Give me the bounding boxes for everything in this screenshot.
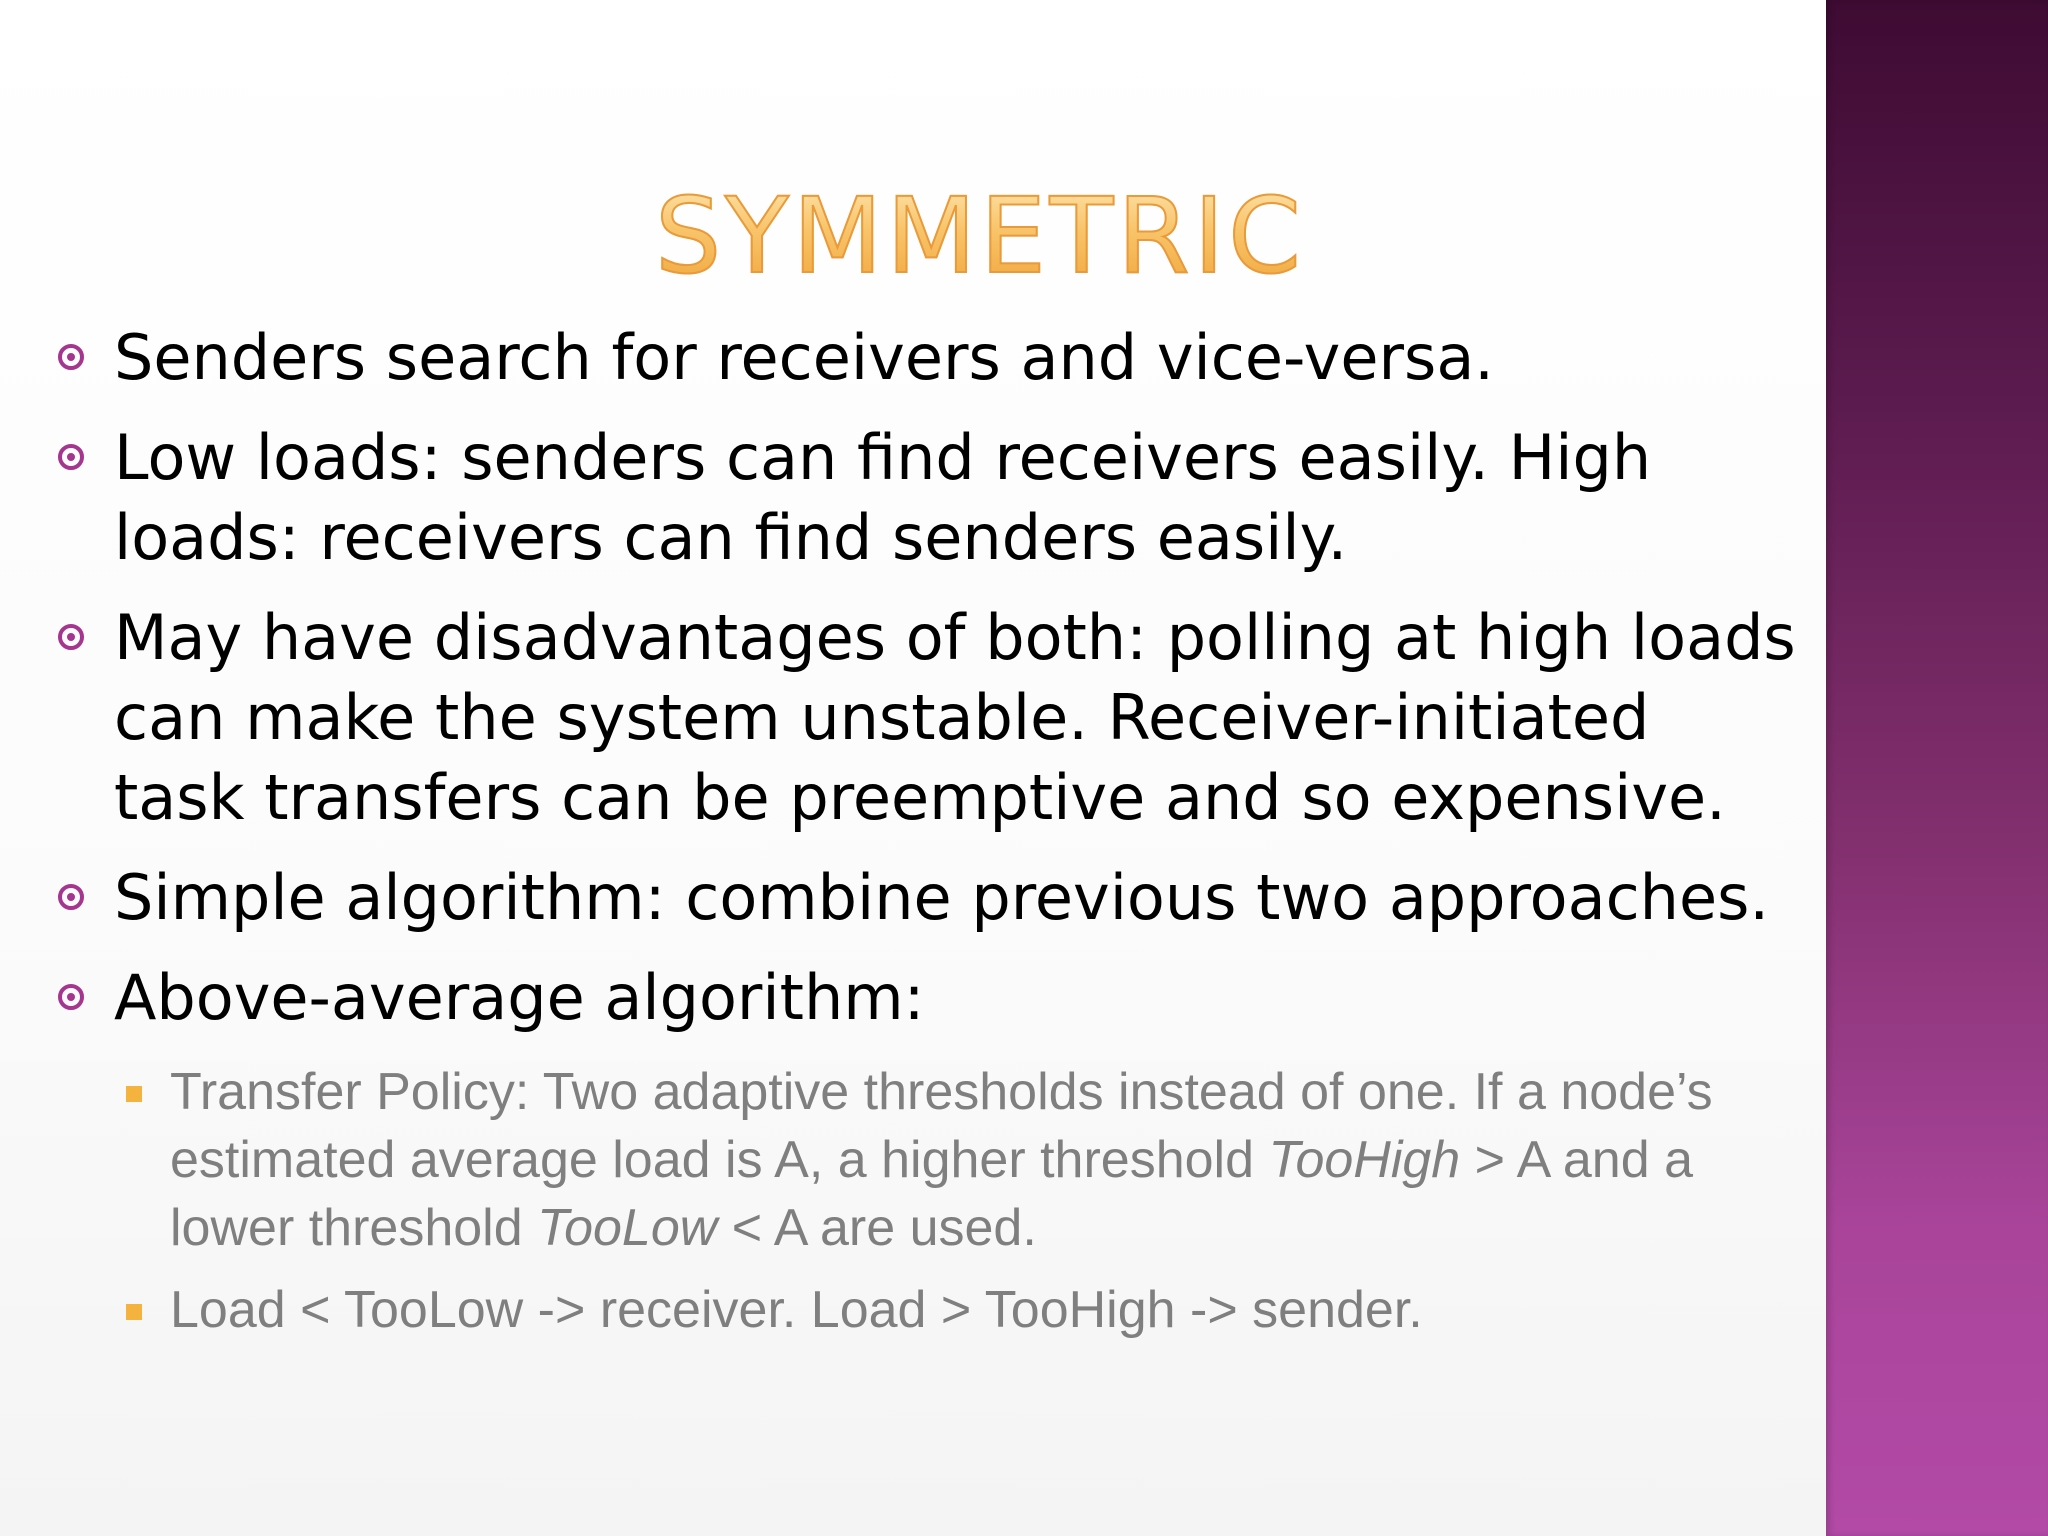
bullet-item [56, 318, 1796, 398]
sub-bullet-item [170, 1058, 1796, 1262]
bullet-item [56, 958, 1796, 1038]
square-bullet-icon [126, 1304, 142, 1320]
bullet-text: Above-average algorithm: [114, 961, 925, 1034]
sub-bullet-emphasis: TooHigh [1268, 1131, 1461, 1189]
sub-bullet-text: < A are used. [717, 1199, 1037, 1257]
sub-bullet-emphasis: TooLow [537, 1199, 718, 1257]
bullet-text: May have disadvantages of both: polling at high loads can make the system unstable. Receiver-initiated task transfers can be preemptive and so expensive. [114, 601, 1796, 834]
circle-bullet-icon [58, 624, 84, 650]
bullet-text: Low loads: senders can find receivers easily. High loads: receivers can find senders easily. [114, 421, 1652, 574]
bullet-text: Simple algorithm: combine previous two approaches. [114, 861, 1770, 934]
sub-bullet-text: Load < TooLow -> receiver. Load > TooHigh -> sender. [170, 1281, 1423, 1339]
slide-title: SYMMETRIC [0, 176, 1960, 296]
circle-bullet-icon [58, 344, 84, 370]
bullet-text: Senders search for receivers and vice-versa. [114, 321, 1495, 394]
square-bullet-icon [126, 1086, 142, 1102]
bullet-item [56, 418, 1796, 578]
circle-bullet-icon [58, 444, 84, 470]
bullet-item [56, 858, 1796, 938]
circle-bullet-icon [58, 984, 84, 1010]
bullet-item [56, 598, 1796, 838]
sub-bullet-text: > A and a lower threshold [170, 1131, 1694, 1257]
sub-bullet-item [170, 1276, 1796, 1344]
bullet-list [56, 318, 1796, 1358]
sub-bullet-text: Transfer Policy: Two adaptive thresholds instead of one. If a node’s estimated average load is A, a higher threshold [170, 1063, 1713, 1189]
circle-bullet-icon [58, 884, 84, 910]
